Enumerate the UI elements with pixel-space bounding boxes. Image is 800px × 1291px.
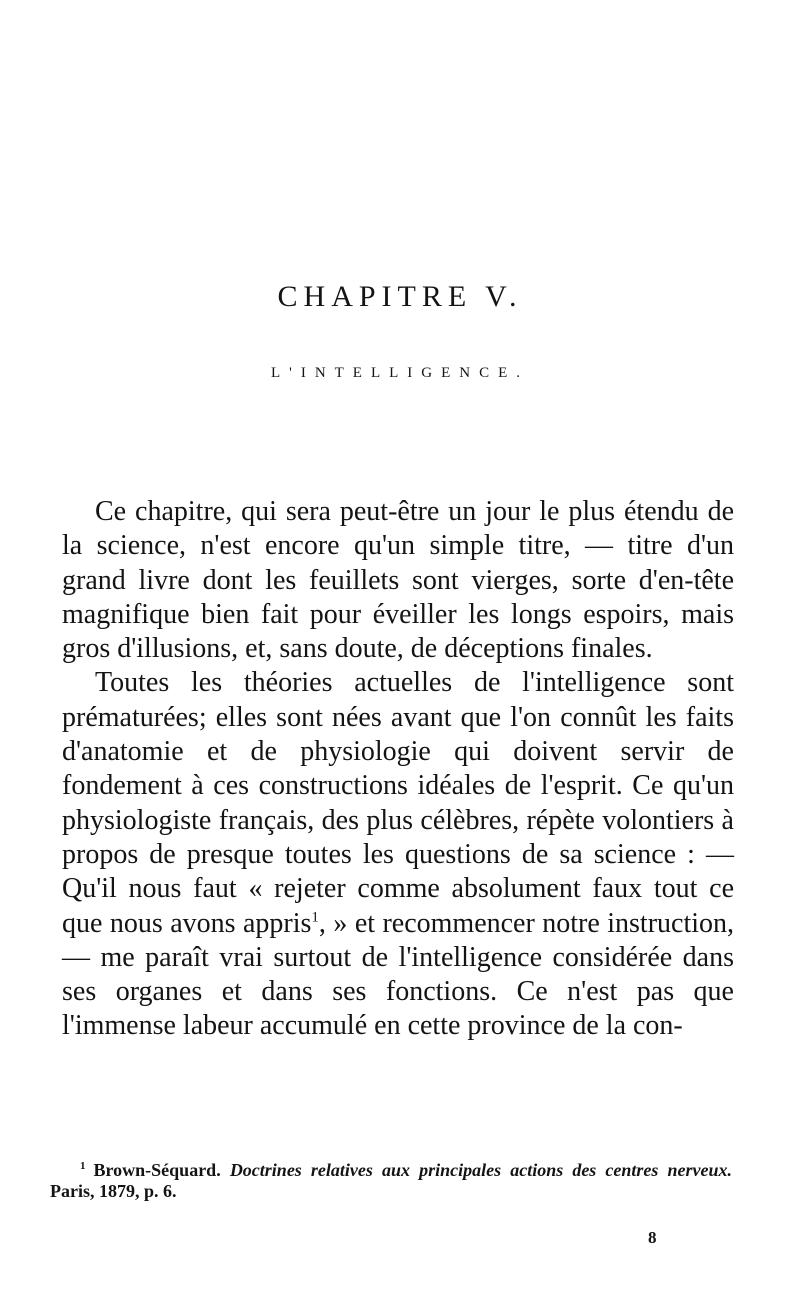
paragraph-1: Ce chapitre, qui sera peut-être un jour le plus étendu de la science, n'est encore qu'un simple titre, — titre d'un grand livre dont les feuillets sont vierges, sorte d'en-tête magnifique bien fait pour éveiller les longs espoirs, mais gros d'illusions, et, sans doute, de déceptions finales. <box>62 496 734 665</box>
footnote-reference[interactable]: 1 <box>311 909 319 926</box>
paragraph-2-part-1: Toutes les théories actuelles de l'intelligence sont prématurées; elles sont nées avant que l'on connût les faits d'anatomie et de physiologie qui doivent servir de fondement à ces constructions idéales de l'esprit. Ce qu'un physiologiste français, des plus célèbres, répète volontiers à propos de presque toutes les questions de sa science : — Qu'il nous faut « rejeter comme absolument faux tout ce que nous avons appris <box>62 667 734 939</box>
footnote-work-title: Doctrines relatives aux principales actions des centres nerveux. <box>229 1160 733 1180</box>
footnote-mark: 1 <box>80 1160 86 1172</box>
chapter-title: CHAPITRE V. <box>277 280 523 313</box>
footnote-author: Brown-Séquard. <box>93 1160 221 1180</box>
page-number: 8 <box>648 1228 657 1247</box>
body-text <box>62 495 734 1044</box>
paragraph-2 <box>62 666 734 1043</box>
footnote-details: Paris, 1879, p. 6. <box>50 1181 177 1201</box>
paragraph-2-part-2: , » et recommencer notre instruction, — me paraît vrai surtout de l'intelligence considérée dans ses organes et dans ses fonctions. Ce n'est pas que l'immense labeur accumulé en cette province de la con- <box>62 907 734 1042</box>
chapter-subtitle: L'INTELLIGENCE. <box>270 365 530 381</box>
footnote <box>50 1160 732 1202</box>
